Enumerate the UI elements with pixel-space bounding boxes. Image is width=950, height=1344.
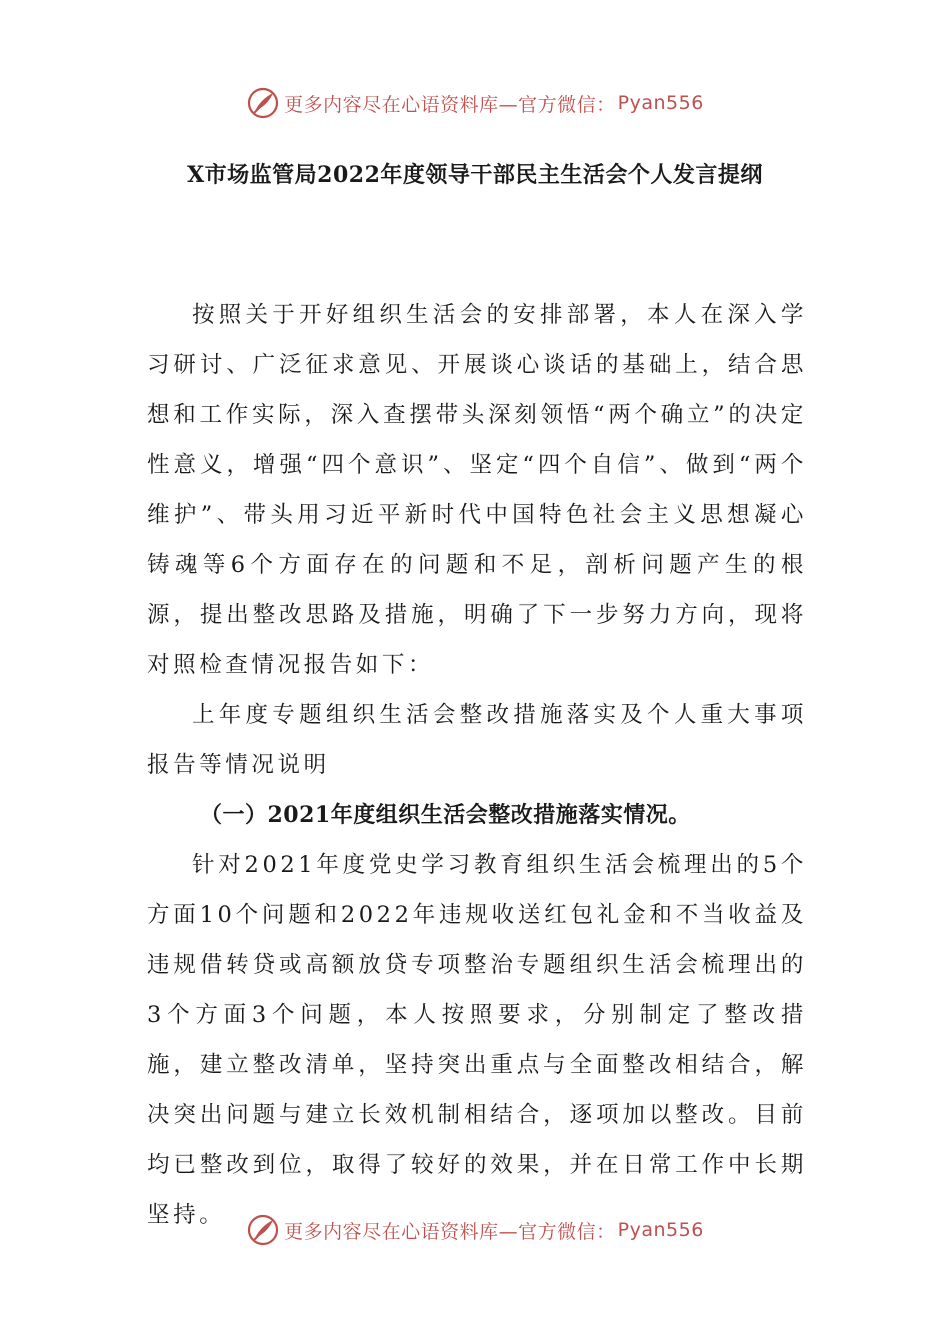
watermark-text: 更多内容尽在心语资料库—官方微信： xyxy=(284,1220,616,1243)
watermark-contact: Pyan556 xyxy=(617,1219,704,1241)
document-title: X市场监管局2022年度领导干部民主生活会个人发言提纲 xyxy=(187,162,763,188)
paragraph-intro: 按照关于开好组织生活会的安排部署，本人在深入学习研讨、广泛征求意见、开展谈心谈话的基础上，结合思想和工作实际，深入查摆带头深刻领悟“两个确立”的决定性意义，增强“四个意识”、坚定“四个自信”、做到“两个维护”、带头用习近平新时代中国特色社会主义思想凝心铸魂等6个方面存在的问题和不足，剖析问题产生的根源，提出整改思路及措施，明确了下一步努力方向，现将对照检查情况报告如下： xyxy=(147,302,807,678)
watermark-text: 更多内容尽在心语资料库—官方微信： xyxy=(284,93,616,116)
header-watermark xyxy=(0,83,950,123)
paragraph-rectification: 针对2021年度党史学习教育组织生活会梳理出的5个方面10个问题和2022年违规收送红包礼金和不当收益及违规借转贷或高额放贷专项整治专题组织生活会梳理出的3个方面3个问题，本人按照要求，分别制定了整改措施，建立整改清单，坚持突出重点与全面整改相结合，解决突出问题与建立长效机制相结合，逐项加以整改。目前均已整改到位，取得了较好的效果，并在日常工作中长期坚持。 xyxy=(147,852,807,1228)
feather-pen-icon xyxy=(246,1213,280,1247)
paragraph-section-summary: 上年度专题组织生活会整改措施落实及个人重大事项报告等情况说明 xyxy=(147,702,807,778)
section-heading: （一）2021年度组织生活会整改措施落实情况。 xyxy=(200,802,691,828)
watermark-contact: Pyan556 xyxy=(617,92,704,114)
footer-watermark xyxy=(0,1210,950,1250)
feather-pen-icon xyxy=(246,86,280,120)
